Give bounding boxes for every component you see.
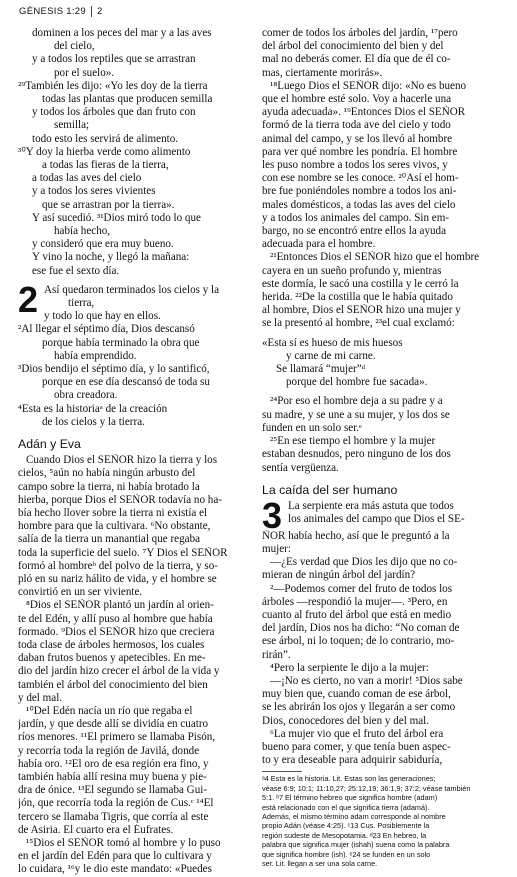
- text-line: —¡No es cierto, no van a morir! ⁵Dios sabe: [270, 674, 463, 687]
- text-line: ⁴Esta es la historiaᵃ de la creación: [18, 402, 168, 415]
- text-line: Cuando Dios el SEÑOR hizo la tierra y los: [26, 454, 218, 467]
- text-line: y a todos los reptiles que se arrastran: [32, 53, 196, 66]
- text-line: herida. ²²De la costilla que le había quitado: [262, 291, 453, 304]
- text-line: que el hombre esté solo. Voy a hacerle una: [262, 93, 452, 106]
- text-line: todo esto les servirá de alimento.: [32, 132, 179, 145]
- text-line: comer de todos los árboles del jardín, ¹⁷pero: [262, 27, 458, 39]
- text-line: ⁸Dios el SEÑOR plantó un jardín al orien-: [26, 599, 214, 612]
- text-line: cuanto al fruto del árbol que está en medio: [262, 608, 452, 621]
- text-line: ²⁹También les dijo: «Yo les doy de la tierra: [18, 79, 208, 92]
- text-line: Dios, conocedores del bien y del mal.: [262, 714, 429, 727]
- text-line: funden en un solo ser.ᵉ: [262, 421, 362, 434]
- text-line: todas las plantas que producen semilla: [42, 93, 213, 106]
- text-line: bía hecho llover sobre la tierra ni existía el: [18, 506, 208, 519]
- text-line: de los cielos y la tierra.: [42, 415, 145, 428]
- book-reference: GÉNESIS 1:29: [19, 6, 86, 18]
- text-line: dominen a los peces del mar y a las aves: [32, 27, 212, 39]
- text-line: La serpiente era más astuta que todos: [288, 499, 454, 512]
- section-heading: Adán y Eva: [18, 437, 81, 452]
- prose-adan-eva: [18, 454, 255, 877]
- footnote-rule: [262, 771, 302, 772]
- footnote-line: véase 6:9; 10:1; 11:10,27; 25:12,19; 36:1,9; 37:2; véase también: [262, 783, 471, 793]
- text-line: y carne de mi carne.: [286, 349, 376, 362]
- text-line: tierra,: [68, 297, 95, 310]
- text-line: bre fue poniéndoles nombre a todos los ani-: [262, 185, 457, 198]
- text-line: bueno para comer, y que tenía buen aspec-: [262, 740, 451, 753]
- text-line: ³⁰Y doy la hierba verde como alimento: [18, 145, 191, 158]
- text-line: salía de la tierra un manantial que regaba: [18, 533, 201, 546]
- chapter-number: 2: [18, 278, 39, 320]
- text-line: muy bien que, cuando coman de ese árbol,: [262, 688, 451, 701]
- text-line: que se arrastran por la tierra».: [42, 198, 175, 211]
- text-line: ¹⁸Luego Dios el SEÑOR dijo: «No es bueno: [270, 79, 467, 92]
- text-line: y recorría toda la región de Javilá, donde: [18, 744, 200, 757]
- footnotes: [262, 774, 502, 868]
- text-line: se la presentó al hombre, ²³el cual exclamó:: [262, 317, 455, 330]
- text-line: daban frutos buenos y apetecibles. En me-: [18, 652, 206, 665]
- text-line: había emprendido.: [54, 349, 137, 362]
- text-line: ⁴Pero la serpiente le dijo a la mujer:: [270, 661, 429, 674]
- text-line: Y vino la noche, y llegó la mañana:: [32, 251, 190, 264]
- text-line: campo sobre la tierra, ni había brotado la: [18, 480, 200, 493]
- text-line: porque en ese día descansó de toda su: [42, 376, 210, 389]
- text-line: ese fue el sexto día.: [32, 264, 120, 277]
- text-line: ¹⁵Dios el SEÑOR tomó al hombre y lo puso: [26, 836, 221, 849]
- text-line: su madre, y se une a su mujer, y los dos se: [262, 408, 450, 421]
- text-line: mal no deberás comer. El día que de él co-: [262, 53, 451, 66]
- footnote-line: región sudeste de Mesopotamia. ᵈ23 En hebreo, la: [262, 830, 427, 840]
- text-line: a todas las aves del cielo: [32, 172, 142, 185]
- text-line: hierba, porque Dios el SEÑOR todavía no ha-: [18, 493, 222, 506]
- footnote-line: está relacionado con el que significa tierra (adamá).: [262, 802, 430, 812]
- text-line: mujer:: [262, 542, 291, 555]
- text-line: —¿Es verdad que Dios les dijo que no co-: [270, 556, 458, 569]
- text-line: formado. ⁹Dios el SEÑOR hizo que creciera: [18, 625, 215, 638]
- text-line: ²—Podemos comer del fruto de todos los: [270, 582, 453, 595]
- text-line: y todos los árboles que dan fruto con: [32, 106, 196, 119]
- footnote-line: que significa hombre (ish). ᵉ24 se funden en un solo: [262, 849, 431, 859]
- text-line: árboles —respondió la mujer—. ³Pero, en: [262, 595, 448, 608]
- text-line: cielos, ⁵aún no había ningún arbusto del: [18, 467, 196, 480]
- text-line: hombre para que la cultivara. ⁶No obstante,: [18, 520, 211, 533]
- text-line: Así quedaron terminados los cielos y la: [44, 283, 220, 296]
- text-line: había hecho,: [54, 225, 111, 238]
- text-line: por el suelo».: [54, 66, 115, 79]
- text-line: ÑOR había hecho, así que le preguntó a la: [262, 529, 450, 542]
- text-line: mieran de ningún árbol del jardín?: [262, 569, 416, 582]
- text-line: sentía vergüenza.: [262, 461, 339, 474]
- text-line: jardín, y que desde allí se dividía en cuatro: [18, 718, 209, 731]
- text-line: Se llamará “mujer”ᵈ: [276, 363, 366, 376]
- text-line: adecuada para el hombre.: [262, 238, 376, 251]
- right-column: [262, 27, 502, 868]
- text-line: de Asiria. El cuarto era el Éufrates.: [18, 823, 174, 836]
- chapter-3: [262, 494, 502, 768]
- text-line: toda clase de árboles hermosos, los cuales: [18, 638, 205, 651]
- text-line: con ese nombre se les conoce. ²⁰Así el hom-: [262, 172, 459, 185]
- verses-genesis-1: [18, 27, 255, 278]
- text-line: y a todos los seres vivientes: [32, 185, 156, 198]
- text-line: estaban desnudos, pero ninguno de los dos: [262, 448, 451, 461]
- prose-genesis-2-end: [262, 395, 502, 474]
- text-line: to y era deseable para adquirir sabiduría,: [262, 754, 443, 767]
- text-line: dra de ónice. ¹³El segundo se llamaba Gui-: [18, 784, 208, 797]
- text-line: ²¹Entonces Dios el SEÑOR hizo que el hombre: [270, 251, 480, 264]
- text-line: semilla;: [54, 119, 90, 132]
- text-line: del cielo,: [54, 40, 95, 53]
- running-header: [19, 6, 103, 17]
- text-line: también el árbol del conocimiento del bien: [18, 678, 208, 691]
- text-line: ¹⁰Del Edén nacía un río que regaba el: [26, 704, 193, 717]
- text-line: formó de la tierra toda ave del cielo y todo: [262, 119, 451, 132]
- text-line: también había allí resina muy buena y pie-: [18, 770, 207, 783]
- header-divider: [91, 6, 92, 17]
- text-line: y del mal.: [18, 691, 63, 704]
- text-line: ²Al llegar el séptimo día, Dios descansó: [18, 323, 195, 336]
- text-line: rirán”.: [262, 648, 291, 661]
- text-line: se les abrirán los ojos y llegarán a ser como: [262, 701, 456, 714]
- text-line: este dormía, le sacó una costilla y le cerró la: [262, 277, 459, 290]
- text-line: al hombre, Dios el SEÑOR hizo una mujer y: [262, 304, 461, 317]
- left-column: [18, 27, 255, 877]
- text-line: ayuda adecuada». ¹⁹Entonces Dios el SEÑOR: [262, 106, 466, 119]
- text-line: y a todos los animales del campo. Sin em-: [262, 211, 450, 224]
- footnote-line: 5:1. ᵇ7 El término hebreo que significa hombre (adam): [262, 793, 438, 803]
- text-line: bargo, no se encontró entre ellos la ayuda: [262, 225, 447, 238]
- footnote-line: ᵃ4 Esta es la historia. Lit. Estas son las generaciones;: [262, 774, 436, 784]
- text-line: pló en su nariz hálito de vida, y el hombre se: [18, 572, 217, 585]
- text-line: «Esta sí es hueso de mis huesos: [262, 336, 403, 349]
- text-line: obra creadora.: [54, 389, 118, 402]
- text-line: males domésticos, a todas las aves del cielo: [262, 198, 456, 211]
- text-line: porque había terminado la obra que: [42, 336, 200, 349]
- text-line: ese árbol, ni lo toquen; de lo contrario, mo-: [262, 635, 455, 648]
- text-line: ³Dios bendijo el séptimo día, y lo santificó,: [18, 363, 210, 376]
- text-line: jón, que recorría toda la región de Cus.ᶜ ¹⁴El: [18, 797, 214, 810]
- poem-verse: [262, 337, 502, 390]
- text-line: y todo lo que hay en ellos.: [44, 310, 161, 323]
- text-line: ²⁵En ese tiempo el hombre y la mujer: [270, 435, 436, 448]
- text-line: del árbol del conocimiento del bien y del: [262, 40, 444, 53]
- text-line: tercero se llamaba Tigris, que corría al este: [18, 810, 209, 823]
- text-line: del jardín, Dios nos ha dicho: “No coman de: [262, 622, 460, 635]
- text-line: formó al hombreᵇ del polvo de la tierra, y so-: [18, 559, 218, 572]
- chapter-number: 3: [262, 494, 283, 536]
- chapter-2: [18, 278, 255, 429]
- text-line: en el jardín del Edén para que lo cultivara y: [18, 850, 212, 863]
- text-line: había oro. ¹²El oro de esa región era fino, y: [18, 757, 209, 770]
- text-line: para ver qué nombre les pondría. El hombre: [262, 145, 458, 158]
- page-number: 2: [96, 6, 103, 18]
- prose-genesis-2: [262, 27, 502, 331]
- text-line: mas, ciertamente morirás».: [262, 66, 383, 79]
- text-line: Y así sucedió. ³¹Dios miró todo lo que: [32, 211, 201, 224]
- text-line: lo cuidara, ¹⁶y le dio este mandato: «Puedes: [18, 863, 212, 876]
- footnote-line: palabra que significa mujer (ishah) suena como la palabra: [262, 840, 450, 850]
- text-line: ríos menores. ¹¹El primero se llamaba Pisón,: [18, 731, 216, 744]
- text-line: cayera en un sueño profundo y, mientras: [262, 264, 442, 277]
- text-line: los animales del campo que Dios el SE-: [288, 512, 465, 525]
- text-line: convirtió en un ser viviente.: [18, 586, 143, 599]
- text-line: y consideró que era muy bueno.: [32, 238, 174, 251]
- section-heading: La caída del ser humano: [262, 482, 398, 497]
- text-line: ⁶La mujer vio que el fruto del árbol era: [270, 727, 444, 740]
- text-line: ²⁴Por eso el hombre deja a su padre y a: [270, 395, 443, 408]
- text-line: porque del hombre fue sacada».: [286, 376, 428, 389]
- text-line: les puso nombre a todos los seres vivos, y: [262, 159, 448, 172]
- footnote-line: Además, el mismo término adam corresponde al nombre: [262, 811, 446, 821]
- text-line: a todas las fieras de la tierra,: [42, 159, 169, 172]
- text-line: animal del campo, y se los llevó al hombre: [262, 132, 453, 145]
- text-line: te del Edén, y allí puso al hombre que había: [18, 612, 213, 625]
- text-line: toda la superficie del suelo. ⁷Y Dios el SEÑOR: [18, 546, 228, 559]
- footnote-line: ser. Lit. llegan a ser una sola carne.: [262, 859, 378, 869]
- footnote-line: propio Adán (véase 4:25). ᶜ13 Cus. Posiblemente la: [262, 821, 430, 831]
- text-line: dio del jardín hizo crecer el árbol de la vida y: [18, 665, 220, 678]
